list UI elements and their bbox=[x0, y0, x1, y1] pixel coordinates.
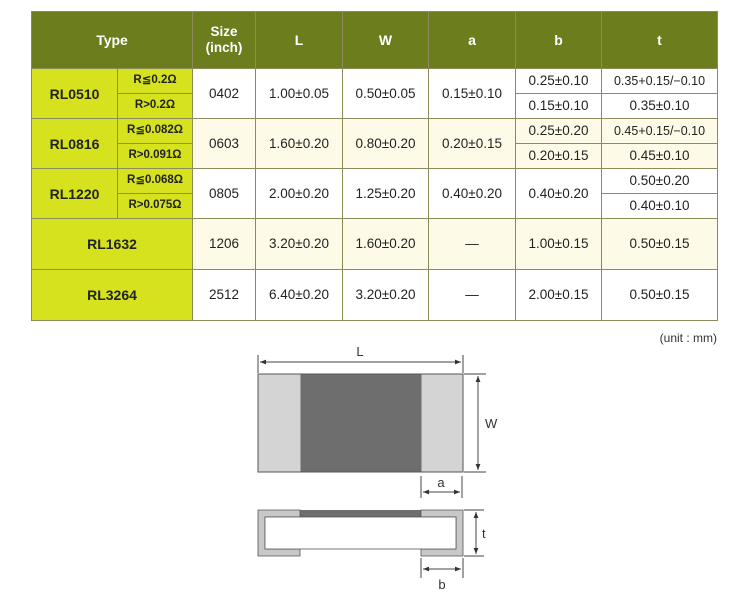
dimension-W bbox=[464, 374, 498, 472]
header-W: W bbox=[343, 12, 429, 69]
size-cell: 0603 bbox=[193, 119, 256, 169]
condition-cell: R>0.2Ω bbox=[118, 94, 193, 119]
W-cell: 1.25±0.20 bbox=[343, 169, 429, 219]
right-electrode bbox=[422, 375, 463, 472]
header-type: Type bbox=[32, 12, 193, 69]
dimension-a bbox=[421, 475, 462, 498]
condition-cell: R>0.091Ω bbox=[118, 144, 193, 169]
header-t: t bbox=[602, 12, 718, 69]
chip-side-view bbox=[258, 510, 463, 556]
t-cell: 0.45+0.15/−0.10 bbox=[602, 119, 718, 144]
t-cell: 0.50±0.15 bbox=[602, 219, 718, 270]
L-cell: 1.60±0.20 bbox=[256, 119, 343, 169]
t-cell: 0.35±0.10 bbox=[602, 94, 718, 119]
W-cell: 0.50±0.05 bbox=[343, 69, 429, 119]
label-a: a bbox=[437, 475, 445, 490]
W-cell: 1.60±0.20 bbox=[343, 219, 429, 270]
a-cell: 0.20±0.15 bbox=[429, 119, 516, 169]
t-cell: 0.35+0.15/−0.10 bbox=[602, 69, 718, 94]
resistive-element bbox=[301, 375, 422, 472]
type-rl0816: RL0816 bbox=[32, 119, 118, 169]
t-cell: 0.50±0.15 bbox=[602, 270, 718, 321]
W-cell: 0.80±0.20 bbox=[343, 119, 429, 169]
dimension-t bbox=[464, 510, 486, 556]
t-cell: 0.40±0.10 bbox=[602, 194, 718, 219]
b-cell: 0.25±0.20 bbox=[516, 119, 602, 144]
header-size-line1: Size bbox=[210, 24, 238, 40]
condition-cell: R≦0.2Ω bbox=[118, 69, 193, 94]
header-size-line2: (inch) bbox=[205, 40, 243, 55]
label-t: t bbox=[482, 526, 486, 541]
unit-note: (unit : mm) bbox=[659, 331, 717, 345]
header-L: L bbox=[256, 12, 343, 69]
size-cell: 1206 bbox=[193, 219, 256, 270]
side-substrate bbox=[265, 517, 456, 549]
b-cell: 0.40±0.20 bbox=[516, 169, 602, 219]
L-cell: 3.20±0.20 bbox=[256, 219, 343, 270]
b-cell: 1.00±0.15 bbox=[516, 219, 602, 270]
W-cell: 3.20±0.20 bbox=[343, 270, 429, 321]
chip-top-view bbox=[258, 374, 463, 472]
b-cell: 0.15±0.10 bbox=[516, 94, 602, 119]
type-rl1220: RL1220 bbox=[32, 169, 118, 219]
a-cell: — bbox=[429, 270, 516, 321]
condition-cell: R≦0.068Ω bbox=[118, 169, 193, 194]
a-cell: 0.15±0.10 bbox=[429, 69, 516, 119]
condition-cell: R>0.075Ω bbox=[118, 194, 193, 219]
b-cell: 2.00±0.15 bbox=[516, 270, 602, 321]
header-b: b bbox=[516, 12, 602, 69]
left-electrode bbox=[259, 375, 301, 472]
L-cell: 6.40±0.20 bbox=[256, 270, 343, 321]
type-rl3264: RL3264 bbox=[32, 270, 193, 321]
a-cell: — bbox=[429, 219, 516, 270]
L-cell: 1.00±0.05 bbox=[256, 69, 343, 119]
b-cell: 0.20±0.15 bbox=[516, 144, 602, 169]
type-rl0510: RL0510 bbox=[32, 69, 118, 119]
label-b: b bbox=[438, 577, 446, 592]
label-L: L bbox=[356, 344, 364, 359]
L-cell: 2.00±0.20 bbox=[256, 169, 343, 219]
t-cell: 0.45±0.10 bbox=[602, 144, 718, 169]
label-W: W bbox=[485, 416, 498, 431]
dimension-L bbox=[258, 344, 463, 373]
size-cell: 2512 bbox=[193, 270, 256, 321]
side-resistive-layer bbox=[299, 510, 422, 517]
dimension-b bbox=[421, 558, 463, 592]
header-a: a bbox=[429, 12, 516, 69]
condition-cell: R≦0.082Ω bbox=[118, 119, 193, 144]
size-cell: 0805 bbox=[193, 169, 256, 219]
b-cell: 0.25±0.10 bbox=[516, 69, 602, 94]
a-cell: 0.40±0.20 bbox=[429, 169, 516, 219]
t-cell: 0.50±0.20 bbox=[602, 169, 718, 194]
type-rl1632: RL1632 bbox=[32, 219, 193, 270]
size-cell: 0402 bbox=[193, 69, 256, 119]
